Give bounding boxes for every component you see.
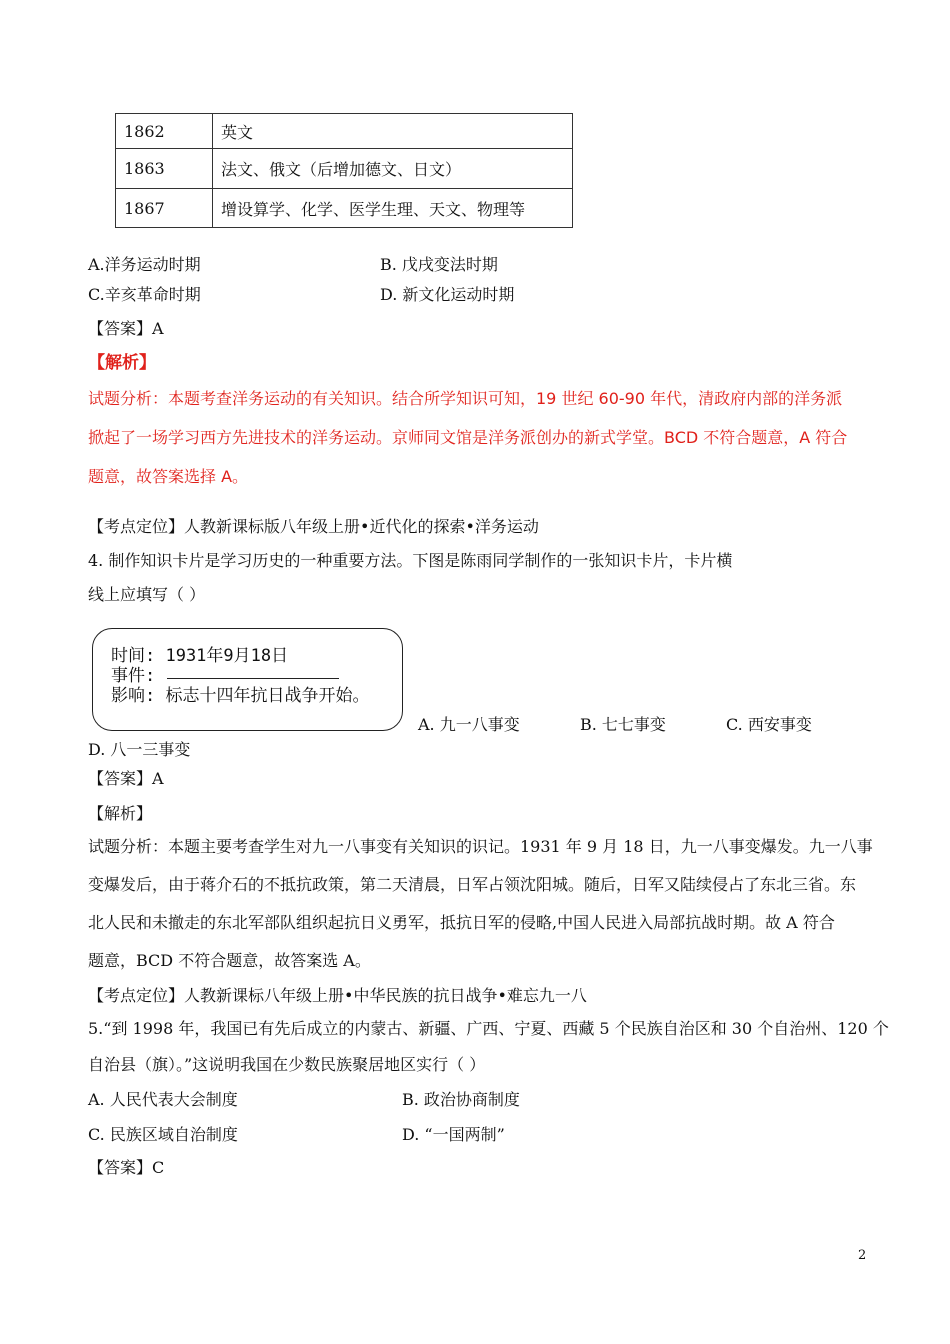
q5-option-a: A. 人民代表大会制度 — [88, 1090, 238, 1109]
q4-analysis-line-3: 北人民和未撤走的东北军部队组织起抗日义勇军，抵抗日军的侵略,中国人民进入局部抗战时期。故 A 符合 — [88, 913, 835, 932]
q3-kaodian: 【考点定位】人教新课标版八年级上册•近代化的探索•洋务运动 — [88, 517, 539, 536]
q5-answer: 【答案】C — [88, 1158, 165, 1177]
year-cell: 1867 — [116, 189, 213, 228]
q5-stem-line-1: 5.“到 1998 年，我国已有先后成立的内蒙古、新疆、广西、宁夏、西藏 5 个民族自治区和 30 个自治州、120 个 — [88, 1019, 889, 1038]
q4-analysis-line-4: 题意，BCD 不符合题意，故答案选 A。 — [88, 951, 371, 970]
q3-option-b: B. 戊戌变法时期 — [380, 255, 498, 274]
card-event: 事件: — [111, 666, 156, 686]
years-table — [115, 113, 573, 228]
q4-stem-line-1: 4. 制作知识卡片是学习历史的一种重要方法。下图是陈雨同学制作的一张知识卡片，卡片横 — [88, 551, 733, 570]
content-cell: 增设算学、化学、医学生理、天文、物理等 — [213, 189, 573, 228]
q3-answer: 【答案】A — [88, 319, 164, 338]
q5-option-d: D. “一国两制” — [402, 1125, 505, 1144]
card-impact: 影响: 标志十四年抗日战争开始。 — [111, 686, 370, 706]
q4-analysis-line-1: 试题分析：本题主要考查学生对九一八事变有关知识的识记。1931 年 9 月 18 日，九一八事变爆发。九一八事 — [88, 837, 873, 856]
table-row — [116, 114, 573, 149]
page-number: 2 — [858, 1248, 867, 1263]
content-cell: 法文、俄文（后增加德文、日文） — [213, 149, 573, 189]
year-cell: 1862 — [116, 114, 213, 149]
q4-kaodian: 【考点定位】人教新课标八年级上册•中华民族的抗日战争•难忘九一八 — [88, 986, 587, 1005]
table-row — [116, 149, 573, 189]
q5-stem-line-2: 自治县（旗）。”这说明我国在少数民族聚居地区实行（ ） — [88, 1055, 486, 1074]
q4-answer: 【答案】A — [88, 769, 164, 788]
q4-analysis-title: 【解析】 — [88, 804, 153, 823]
table-row — [116, 189, 573, 228]
q4-option-a: A. 九一八事变 — [418, 715, 520, 734]
q3-analysis-line-3: 题意，故答案选择 A。 — [88, 467, 249, 486]
knowledge-card — [92, 628, 403, 731]
q3-option-a: A.洋务运动时期 — [88, 255, 201, 274]
q4-option-d: D. 八一三事变 — [88, 740, 191, 759]
q3-analysis-line-1: 试题分析：本题考查洋务运动的有关知识。结合所学知识可知，19 世纪 60-90 年代，清政府内部的洋务派 — [88, 389, 843, 408]
q4-option-b: B. 七七事变 — [580, 715, 666, 734]
q3-analysis-title: 【解析】 — [88, 353, 156, 373]
q3-option-c: C.辛亥革命时期 — [88, 285, 201, 304]
card-blank-line — [167, 678, 339, 679]
q5-option-c: C. 民族区域自治制度 — [88, 1125, 238, 1144]
q4-analysis-line-2: 变爆发后，由于蒋介石的不抵抗政策，第二天清晨，日军占领沈阳城。随后，日军又陆续侵占了东北三省。东 — [88, 875, 857, 894]
content-cell: 英文 — [213, 114, 573, 149]
q4-option-c: C. 西安事变 — [726, 715, 812, 734]
card-time: 时间: 1931年9月18日 — [111, 646, 289, 666]
year-cell: 1863 — [116, 149, 213, 189]
q5-option-b: B. 政治协商制度 — [402, 1090, 520, 1109]
q4-stem-line-2: 线上应填写（ ） — [88, 585, 206, 604]
q3-analysis-line-2: 掀起了一场学习西方先进技术的洋务运动。京师同文馆是洋务派创办的新式学堂。BCD 不符合题意，A 符合 — [88, 428, 848, 447]
q3-option-d: D. 新文化运动时期 — [380, 285, 515, 304]
